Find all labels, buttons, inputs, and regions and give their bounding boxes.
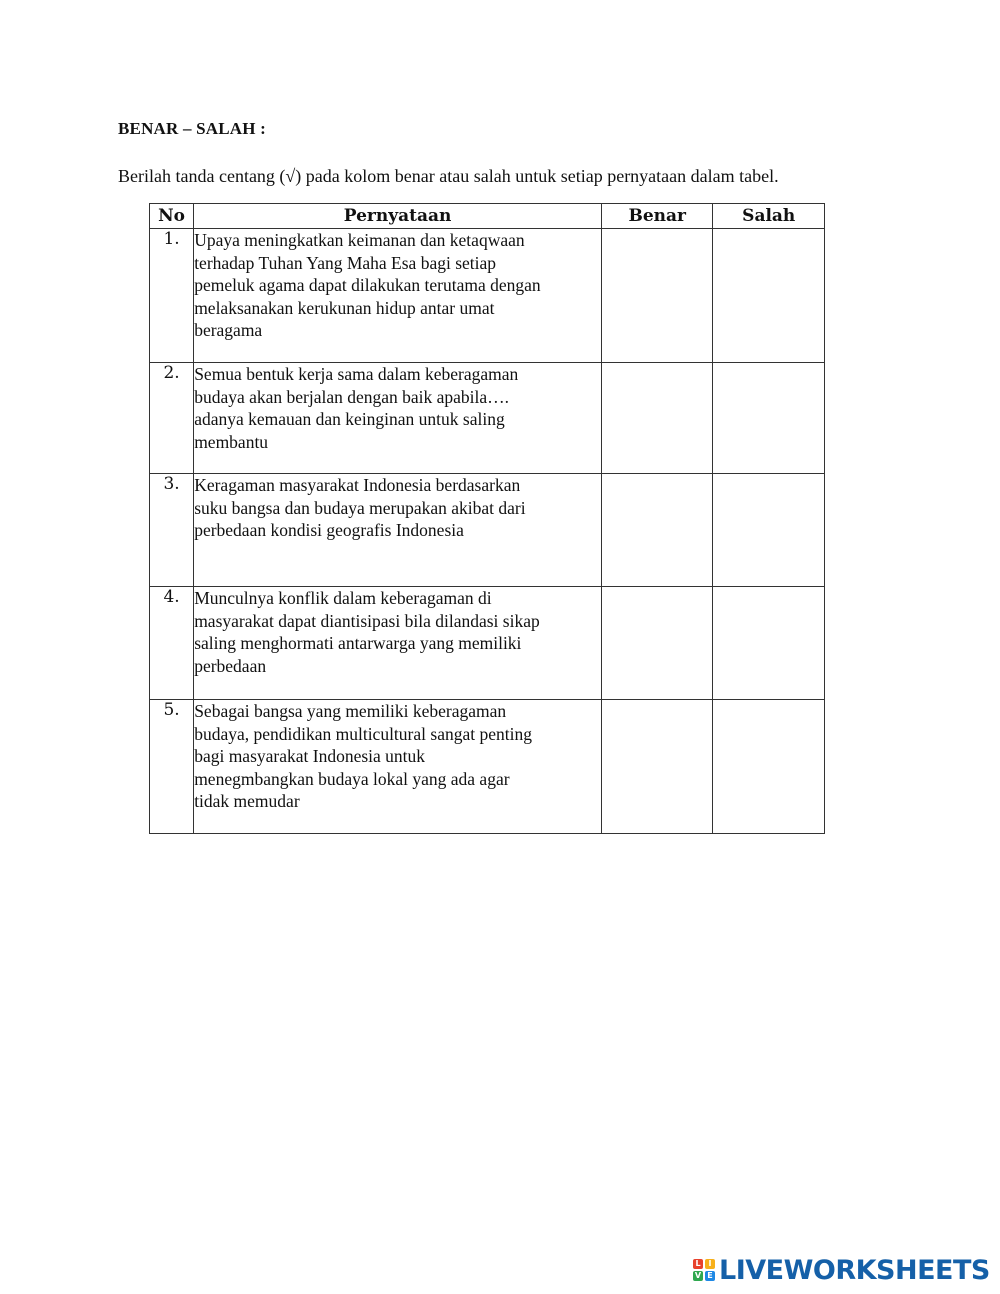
- header-false: Salah: [713, 204, 825, 229]
- table-row: [150, 587, 825, 700]
- statement-line: pemeluk agama dapat dilakukan terutama dengan: [194, 275, 541, 296]
- table-row: [150, 700, 825, 834]
- statement-cell: [194, 363, 602, 474]
- statement-line: Sebagai bangsa yang memiliki keberagaman: [194, 701, 507, 721]
- table-header-row: [150, 204, 825, 229]
- worksheet-heading: BENAR – SALAH :: [118, 119, 266, 138]
- liveworksheets-wordmark: LIVEWORKSHEETS: [719, 1254, 990, 1286]
- statement-line: masyarakat dapat diantisipasi bila dilandasi sikap: [194, 610, 540, 631]
- statement-line: Munculnya konflik dalam keberagaman di: [194, 588, 492, 608]
- logo-tile: L: [693, 1259, 703, 1269]
- statement-cell: [194, 474, 602, 587]
- answer-false-cell[interactable]: [713, 474, 825, 587]
- statement-line: menegmbangkan budaya lokal yang ada agar: [194, 768, 510, 789]
- statement-line: saling menghormati antarwarga yang memiliki: [194, 633, 522, 654]
- liveworksheets-icon: [693, 1259, 715, 1281]
- statement-line: bagi masyarakat Indonesia untuk: [194, 746, 426, 767]
- row-number: 2.: [150, 363, 194, 474]
- header-no: No: [150, 204, 194, 229]
- row-number: 4.: [150, 587, 194, 700]
- statement-line: perbedaan: [194, 655, 267, 676]
- answer-false-cell[interactable]: [713, 700, 825, 834]
- answer-true-cell[interactable]: [602, 363, 713, 474]
- liveworksheets-logo: [693, 1255, 990, 1285]
- logo-tile: I: [705, 1259, 715, 1269]
- row-number: 1.: [150, 229, 194, 363]
- header-statement: Pernyataan: [194, 204, 602, 229]
- answer-true-cell[interactable]: [602, 474, 713, 587]
- row-number: 5.: [150, 700, 194, 834]
- statement-line: adanya kemauan dan keinginan untuk saling: [194, 409, 505, 430]
- statement-line: perbedaan kondisi geografis Indonesia: [194, 520, 464, 541]
- statement-line: Upaya meningkatkan keimanan dan ketaqwaan: [194, 230, 525, 250]
- statement-line: membantu: [194, 431, 269, 452]
- statement-line: suku bangsa dan budaya merupakan akibat dari: [194, 497, 526, 518]
- table-row: [150, 363, 825, 474]
- worksheet-instruction: Berilah tanda centang (√) pada kolom benar atau salah untuk setiap pernyataan dalam tabel.: [118, 166, 779, 186]
- answer-false-cell[interactable]: [713, 363, 825, 474]
- answer-true-cell[interactable]: [602, 229, 713, 363]
- statement-line: melaksanakan kerukunan hidup antar umat: [194, 297, 495, 318]
- logo-tile: V: [694, 1271, 702, 1280]
- statement-cell: [194, 700, 602, 834]
- answer-true-cell[interactable]: [602, 700, 713, 834]
- row-number: 3.: [150, 474, 194, 587]
- statement-line: beragama: [194, 320, 263, 341]
- statement-line: Semua bentuk kerja sama dalam keberagaman: [194, 364, 519, 384]
- logo-tile: E: [705, 1271, 715, 1281]
- answer-false-cell[interactable]: [713, 229, 825, 363]
- answer-true-cell[interactable]: [602, 587, 713, 700]
- statement-line: budaya, pendidikan multicultural sangat penting: [194, 723, 532, 744]
- statement-line: Keragaman masyarakat Indonesia berdasarkan: [194, 475, 521, 495]
- statement-cell: [194, 229, 602, 363]
- statement-line: terhadap Tuhan Yang Maha Esa bagi setiap: [194, 252, 497, 273]
- true-false-table: [149, 203, 825, 834]
- table-row: [150, 229, 825, 363]
- statement-line: tidak memudar: [194, 791, 300, 812]
- header-true: Benar: [602, 204, 713, 229]
- answer-false-cell[interactable]: [713, 587, 825, 700]
- statement-line: budaya akan berjalan dengan baik apabila….: [194, 386, 510, 407]
- statement-cell: [194, 587, 602, 700]
- table-row: [150, 474, 825, 587]
